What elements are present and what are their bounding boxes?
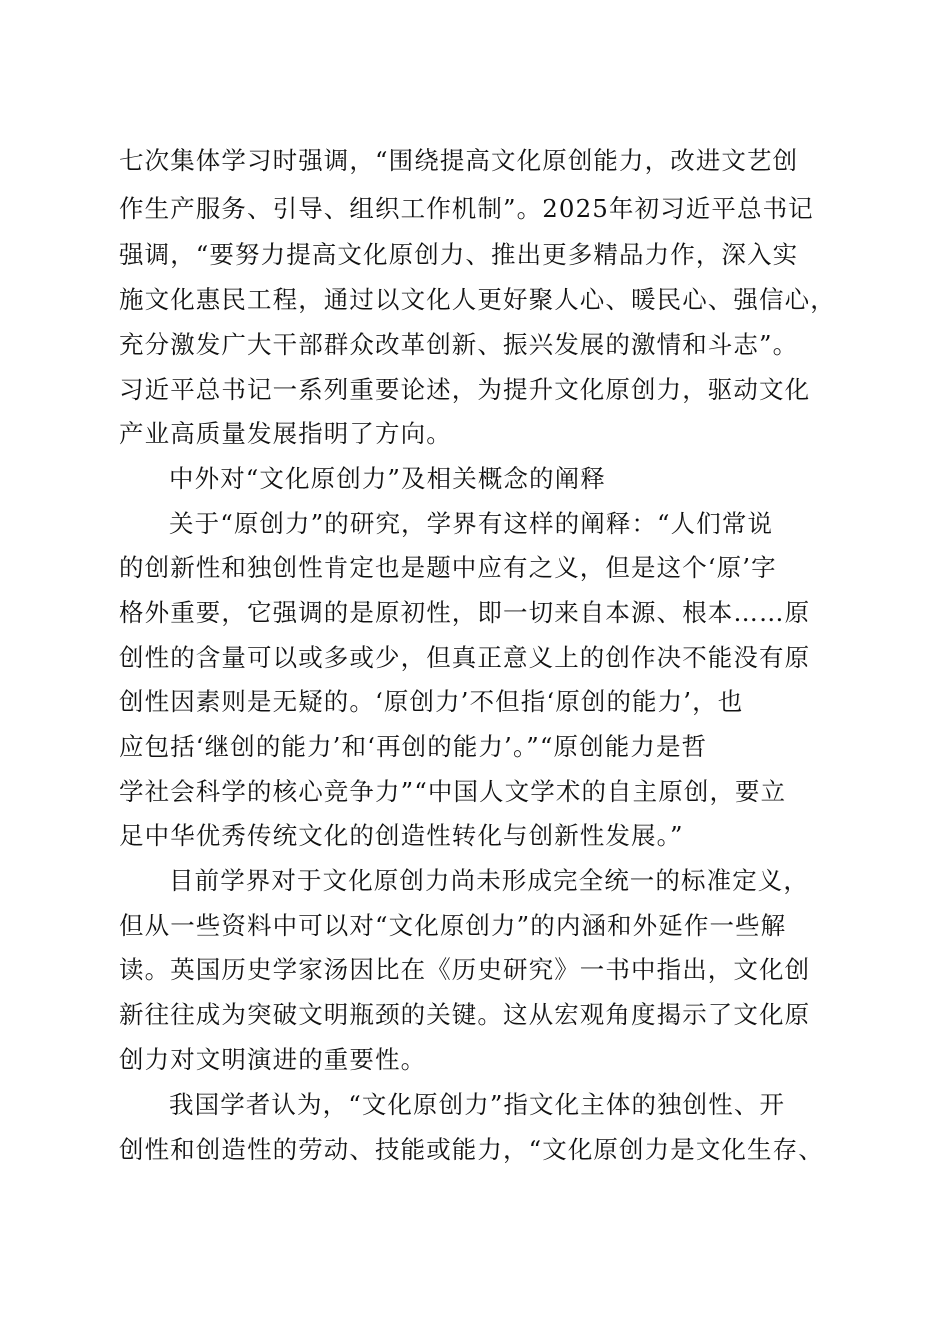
section-heading: 中外对“文化原创力”及相关概念的阐释: [169, 464, 606, 493]
text-line: 习近平总书记一系列重要论述，为提升文化原创力，驱动文化: [119, 375, 811, 404]
text-line: 作生产服务、引导、组织工作机制”。2025年初习近平总书记: [119, 194, 814, 223]
text-line: 应包括‘继创的能力’和‘再创的能力’。”“原创能力是哲: [119, 732, 708, 761]
text-line: 我国学者认为，“文化原创力”指文化主体的独创性、开: [169, 1090, 786, 1119]
text-line: 新往往成为突破文明瓶颈的关键。这从宏观角度揭示了文化原: [119, 1000, 811, 1029]
text-line: 创性和创造性的劳动、技能或能力，“文化原创力是文化生存、: [119, 1135, 824, 1164]
text-line: 创性的含量可以或多或少，但真正意义上的创作决不能没有原: [119, 643, 811, 672]
text-line: 但从一些资料中可以对“文化原创力”的内涵和外延作一些解: [119, 911, 787, 940]
text-line: 七次集体学习时强调，“围绕提高文化原创能力，改进文艺创: [119, 146, 799, 175]
text-line: 目前学界对于文化原创力尚未形成完全统一的标准定义，: [169, 866, 809, 895]
text-line: 关于“原创力”的研究，学界有这样的阐释：“人们常说: [169, 509, 774, 538]
text-line: 充分激发广大干部群众改革创新、振兴发展的激情和斗志”。: [119, 330, 799, 359]
text-line: 读。英国历史学家汤因比在《历史研究》一书中指出，文化创: [119, 955, 811, 984]
text-line: 足中华优秀传统文化的创造性转化与创新性发展。”: [119, 821, 684, 850]
text-line: 施文化惠民工程，通过以文化人更好聚人心、暖民心、强信心，: [119, 285, 836, 314]
text-line: 创性因素则是无疑的。‘原创力’不但指‘原创的能力’，也: [119, 687, 744, 716]
text-line: 格外重要，它强调的是原初性，即一切来自本源、根本……原: [119, 598, 811, 627]
text-line: 的创新性和独创性肯定也是题中应有之义，但是这个‘原’字: [119, 553, 777, 582]
text-line: 创力对文明演进的重要性。: [119, 1045, 427, 1074]
text-line: 强调，“要努力提高文化原创力、推出更多精品力作，深入实: [119, 240, 799, 269]
text-line: 产业高质量发展指明了方向。: [119, 419, 452, 448]
text-line: 学社会科学的核心竞争力”“中国人文学术的自主原创，要立: [119, 777, 787, 806]
